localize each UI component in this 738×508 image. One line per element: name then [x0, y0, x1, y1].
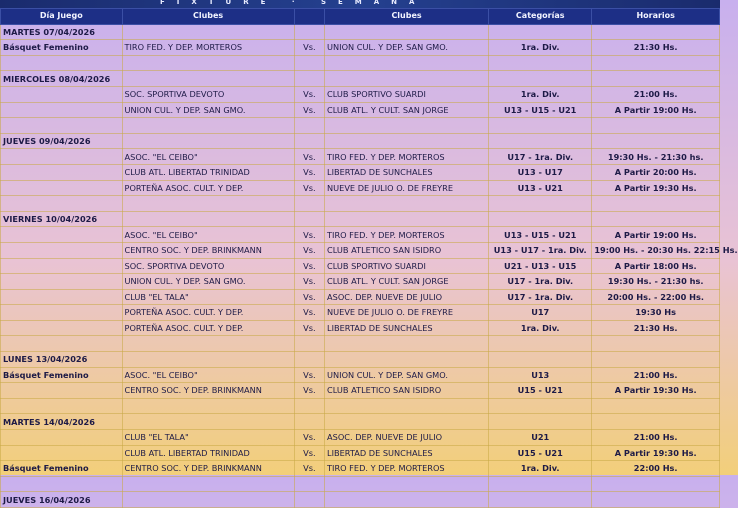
match-day: JUEVES 16/04/2026 — [1, 492, 123, 508]
match-row — [1, 367, 720, 383]
match-row — [1, 383, 720, 399]
schedule: 19:30 Hs. - 21:30 hs. — [592, 274, 720, 290]
empty-cell — [294, 476, 324, 492]
empty-cell — [294, 118, 324, 134]
empty-cell — [122, 118, 294, 134]
match-row — [1, 274, 720, 290]
empty-cell — [294, 336, 324, 352]
away-club: LIBERTAD DE SUNCHALES — [325, 164, 489, 180]
match-row — [1, 320, 720, 336]
empty-cell — [122, 71, 294, 87]
category: 1ra. Div. — [489, 86, 592, 102]
sport-label — [1, 242, 123, 258]
empty-cell — [294, 352, 324, 368]
sport-label — [1, 180, 123, 196]
match-row — [1, 180, 720, 196]
versus-label: Vs. — [294, 274, 324, 290]
empty-cell — [592, 55, 720, 71]
empty-cell — [325, 133, 489, 149]
versus-label: Vs. — [294, 383, 324, 399]
header-category: Categorías — [489, 9, 592, 25]
schedule: 21:00 Hs. — [592, 430, 720, 446]
home-club: PORTEÑA ASOC. CULT. Y DEP. — [122, 305, 294, 321]
empty-cell — [294, 55, 324, 71]
empty-cell — [325, 352, 489, 368]
date-row — [1, 414, 720, 430]
home-club: UNION CUL. Y DEP. SAN GMO. — [122, 274, 294, 290]
empty-cell — [325, 336, 489, 352]
empty-cell — [592, 133, 720, 149]
empty-cell — [489, 133, 592, 149]
empty-cell — [489, 118, 592, 134]
empty-cell — [294, 24, 324, 40]
sport-label — [1, 258, 123, 274]
category: U13 - U17 - 1ra. Div. — [489, 242, 592, 258]
away-club: CLUB ATLETICO SAN ISIDRO — [325, 242, 489, 258]
empty-cell — [325, 476, 489, 492]
empty-cell — [325, 492, 489, 508]
empty-cell — [1, 118, 123, 134]
away-club: UNION CUL. Y DEP. SAN GMO. — [325, 40, 489, 56]
away-club: UNION CUL. Y DEP. SAN GMO. — [325, 367, 489, 383]
schedule: 21:30 Hs. — [592, 320, 720, 336]
category: 1ra. Div. — [489, 40, 592, 56]
schedule: A Partir 20:00 Hs. — [592, 164, 720, 180]
spacer-row — [1, 476, 720, 492]
away-club: NUEVE DE JULIO O. DE FREYRE — [325, 305, 489, 321]
sport-label — [1, 274, 123, 290]
away-club: CLUB ATLETICO SAN ISIDRO — [325, 383, 489, 399]
away-club: CLUB SPORTIVO SUARDI — [325, 258, 489, 274]
match-row — [1, 40, 720, 56]
versus-label: Vs. — [294, 289, 324, 305]
versus-label: Vs. — [294, 305, 324, 321]
match-day: LUNES 13/04/2026 — [1, 352, 123, 368]
empty-cell — [489, 476, 592, 492]
empty-cell — [592, 24, 720, 40]
home-club: SOC. SPORTIVA DEVOTO — [122, 258, 294, 274]
versus-label: Vs. — [294, 367, 324, 383]
versus-label: Vs. — [294, 86, 324, 102]
date-row — [1, 24, 720, 40]
empty-cell — [489, 196, 592, 212]
empty-cell — [122, 55, 294, 71]
empty-cell — [1, 398, 123, 414]
header-schedule: Horarios — [592, 9, 720, 25]
spacer-row — [1, 55, 720, 71]
match-day: MIERCOLES 08/04/2026 — [1, 71, 123, 87]
versus-label: Vs. — [294, 242, 324, 258]
category: U13 - U15 - U21 — [489, 227, 592, 243]
date-row — [1, 133, 720, 149]
versus-label: Vs. — [294, 164, 324, 180]
category: U15 - U21 — [489, 383, 592, 399]
header-day: Día Juego — [1, 9, 123, 25]
header-home-club: Clubes — [122, 9, 294, 25]
sport-label — [1, 164, 123, 180]
category: U17 - 1ra. Div. — [489, 149, 592, 165]
empty-cell — [592, 492, 720, 508]
away-club: LIBERTAD DE SUNCHALES — [325, 320, 489, 336]
match-day: MARTES 07/04/2026 — [1, 24, 123, 40]
schedule: A Partir 19:30 Hs. — [592, 180, 720, 196]
sport-label — [1, 102, 123, 118]
empty-cell — [592, 398, 720, 414]
empty-cell — [592, 336, 720, 352]
empty-cell — [592, 352, 720, 368]
header-away-club: Clubes — [325, 9, 489, 25]
empty-cell — [325, 118, 489, 134]
home-club: SOC. SPORTIVA DEVOTO — [122, 86, 294, 102]
empty-cell — [122, 24, 294, 40]
away-club: CLUB SPORTIVO SUARDI — [325, 86, 489, 102]
away-club: TIRO FED. Y DEP. MORTEROS — [325, 227, 489, 243]
empty-cell — [592, 71, 720, 87]
versus-label: Vs. — [294, 102, 324, 118]
match-day: MARTES 14/04/2026 — [1, 414, 123, 430]
away-club: LIBERTAD DE SUNCHALES — [325, 445, 489, 461]
empty-cell — [122, 398, 294, 414]
category: U13 - U17 — [489, 164, 592, 180]
empty-cell — [1, 196, 123, 212]
category: U17 - 1ra. Div. — [489, 274, 592, 290]
category: U15 - U21 — [489, 445, 592, 461]
home-club: ASOC. "EL CEIBO" — [122, 149, 294, 165]
away-club: TIRO FED. Y DEP. MORTEROS — [325, 149, 489, 165]
date-row — [1, 211, 720, 227]
empty-cell — [294, 414, 324, 430]
home-club: CENTRO SOC. Y DEP. BRINKMANN — [122, 461, 294, 477]
empty-cell — [325, 211, 489, 227]
match-row — [1, 242, 720, 258]
empty-cell — [489, 55, 592, 71]
match-row — [1, 86, 720, 102]
empty-cell — [592, 476, 720, 492]
empty-cell — [325, 196, 489, 212]
schedule: 22:00 Hs. — [592, 461, 720, 477]
empty-cell — [1, 55, 123, 71]
versus-label: Vs. — [294, 227, 324, 243]
fixture-table — [0, 8, 738, 508]
schedule: 20:00 Hs. - 22:00 Hs. — [592, 289, 720, 305]
sport-label — [1, 320, 123, 336]
date-row — [1, 492, 720, 508]
schedule: A Partir 18:00 Hs. — [592, 258, 720, 274]
date-row — [1, 71, 720, 87]
banner-title: FIXTURE · SEMANA — [160, 0, 427, 6]
header-vs — [294, 9, 324, 25]
home-club: ASOC. "EL CEIBO" — [122, 367, 294, 383]
category: U21 - U13 - U15 — [489, 258, 592, 274]
empty-cell — [325, 414, 489, 430]
schedule: 19:30 Hs. - 21:30 hs. — [592, 149, 720, 165]
sport-label: Básquet Femenino — [1, 40, 123, 56]
top-banner — [0, 0, 720, 8]
category: U13 — [489, 367, 592, 383]
versus-label: Vs. — [294, 320, 324, 336]
match-row — [1, 305, 720, 321]
spacer-row — [1, 196, 720, 212]
schedule: A Partir 19:00 Hs. — [592, 102, 720, 118]
empty-cell — [489, 336, 592, 352]
empty-cell — [592, 118, 720, 134]
versus-label: Vs. — [294, 180, 324, 196]
home-club: CLUB "EL TALA" — [122, 289, 294, 305]
spacer-row — [1, 336, 720, 352]
empty-cell — [294, 492, 324, 508]
category: U21 — [489, 430, 592, 446]
empty-cell — [122, 133, 294, 149]
home-club: PORTEÑA ASOC. CULT. Y DEP. — [122, 180, 294, 196]
empty-cell — [489, 398, 592, 414]
schedule: 19:30 Hs — [592, 305, 720, 321]
empty-cell — [325, 55, 489, 71]
empty-cell — [489, 492, 592, 508]
empty-cell — [122, 476, 294, 492]
empty-cell — [294, 196, 324, 212]
away-club: TIRO FED. Y DEP. MORTEROS — [325, 461, 489, 477]
spacer-row — [1, 118, 720, 134]
spacer-row — [1, 398, 720, 414]
away-club: ASOC. DEP. NUEVE DE JULIO — [325, 289, 489, 305]
schedule: A Partir 19:00 Hs. — [592, 227, 720, 243]
empty-cell — [122, 336, 294, 352]
empty-cell — [1, 336, 123, 352]
versus-label: Vs. — [294, 445, 324, 461]
match-row — [1, 430, 720, 446]
away-club: ASOC. DEP. NUEVE DE JULIO — [325, 430, 489, 446]
away-club: NUEVE DE JULIO O. DE FREYRE — [325, 180, 489, 196]
match-row — [1, 227, 720, 243]
versus-label: Vs. — [294, 40, 324, 56]
match-day: JUEVES 09/04/2026 — [1, 133, 123, 149]
schedule: A Partir 19:30 Hs. — [592, 445, 720, 461]
match-row — [1, 164, 720, 180]
category: U17 — [489, 305, 592, 321]
empty-cell — [294, 133, 324, 149]
category: U13 - U15 - U21 — [489, 102, 592, 118]
empty-cell — [489, 24, 592, 40]
versus-label: Vs. — [294, 461, 324, 477]
sport-label — [1, 383, 123, 399]
versus-label: Vs. — [294, 149, 324, 165]
home-club: UNION CUL. Y DEP. SAN GMO. — [122, 102, 294, 118]
category: 1ra. Div. — [489, 320, 592, 336]
empty-cell — [294, 211, 324, 227]
home-club: CLUB ATL. LIBERTAD TRINIDAD — [122, 164, 294, 180]
empty-cell — [294, 398, 324, 414]
away-club: CLUB ATL. Y CULT. SAN JORGE — [325, 102, 489, 118]
empty-cell — [122, 211, 294, 227]
match-row — [1, 445, 720, 461]
empty-cell — [1, 476, 123, 492]
match-row — [1, 461, 720, 477]
sport-label: Básquet Femenino — [1, 367, 123, 383]
home-club: CLUB "EL TALA" — [122, 430, 294, 446]
sport-label — [1, 86, 123, 102]
empty-cell — [122, 352, 294, 368]
category: U17 - 1ra. Div. — [489, 289, 592, 305]
empty-cell — [592, 414, 720, 430]
header-row — [1, 9, 720, 25]
fixture-body — [1, 9, 738, 508]
empty-cell — [122, 492, 294, 508]
empty-cell — [294, 71, 324, 87]
versus-label: Vs. — [294, 430, 324, 446]
sport-label — [1, 430, 123, 446]
empty-cell — [325, 71, 489, 87]
date-row — [1, 352, 720, 368]
home-club: CENTRO SOC. Y DEP. BRINKMANN — [122, 383, 294, 399]
empty-cell — [122, 196, 294, 212]
empty-cell — [489, 71, 592, 87]
match-row — [1, 258, 720, 274]
schedule: 21:00 Hs. — [592, 86, 720, 102]
empty-cell — [489, 414, 592, 430]
away-club: CLUB ATL. Y CULT. SAN JORGE — [325, 274, 489, 290]
home-club: CENTRO SOC. Y DEP. BRINKMANN — [122, 242, 294, 258]
sport-label — [1, 289, 123, 305]
schedule: 21:00 Hs. — [592, 367, 720, 383]
category: 1ra. Div. — [489, 461, 592, 477]
category: U13 - U21 — [489, 180, 592, 196]
sport-label — [1, 227, 123, 243]
match-day: VIERNES 10/04/2026 — [1, 211, 123, 227]
sport-label — [1, 305, 123, 321]
schedule: A Partir 19:30 Hs. — [592, 383, 720, 399]
empty-cell — [592, 196, 720, 212]
empty-cell — [489, 211, 592, 227]
match-row — [1, 149, 720, 165]
schedule: 21:30 Hs. — [592, 40, 720, 56]
empty-cell — [325, 24, 489, 40]
sport-label: Básquet Femenino — [1, 461, 123, 477]
empty-cell — [325, 398, 489, 414]
home-club: TIRO FED. Y DEP. MORTEROS — [122, 40, 294, 56]
empty-cell — [122, 414, 294, 430]
home-club: CLUB ATL. LIBERTAD TRINIDAD — [122, 445, 294, 461]
home-club: PORTEÑA ASOC. CULT. Y DEP. — [122, 320, 294, 336]
empty-cell — [592, 211, 720, 227]
sport-label — [1, 445, 123, 461]
match-row — [1, 289, 720, 305]
sport-label — [1, 149, 123, 165]
match-row — [1, 102, 720, 118]
versus-label: Vs. — [294, 258, 324, 274]
schedule: 19:00 Hs. - 20:30 Hs. 22:15 Hs. — [592, 242, 720, 258]
empty-cell — [489, 352, 592, 368]
home-club: ASOC. "EL CEIBO" — [122, 227, 294, 243]
